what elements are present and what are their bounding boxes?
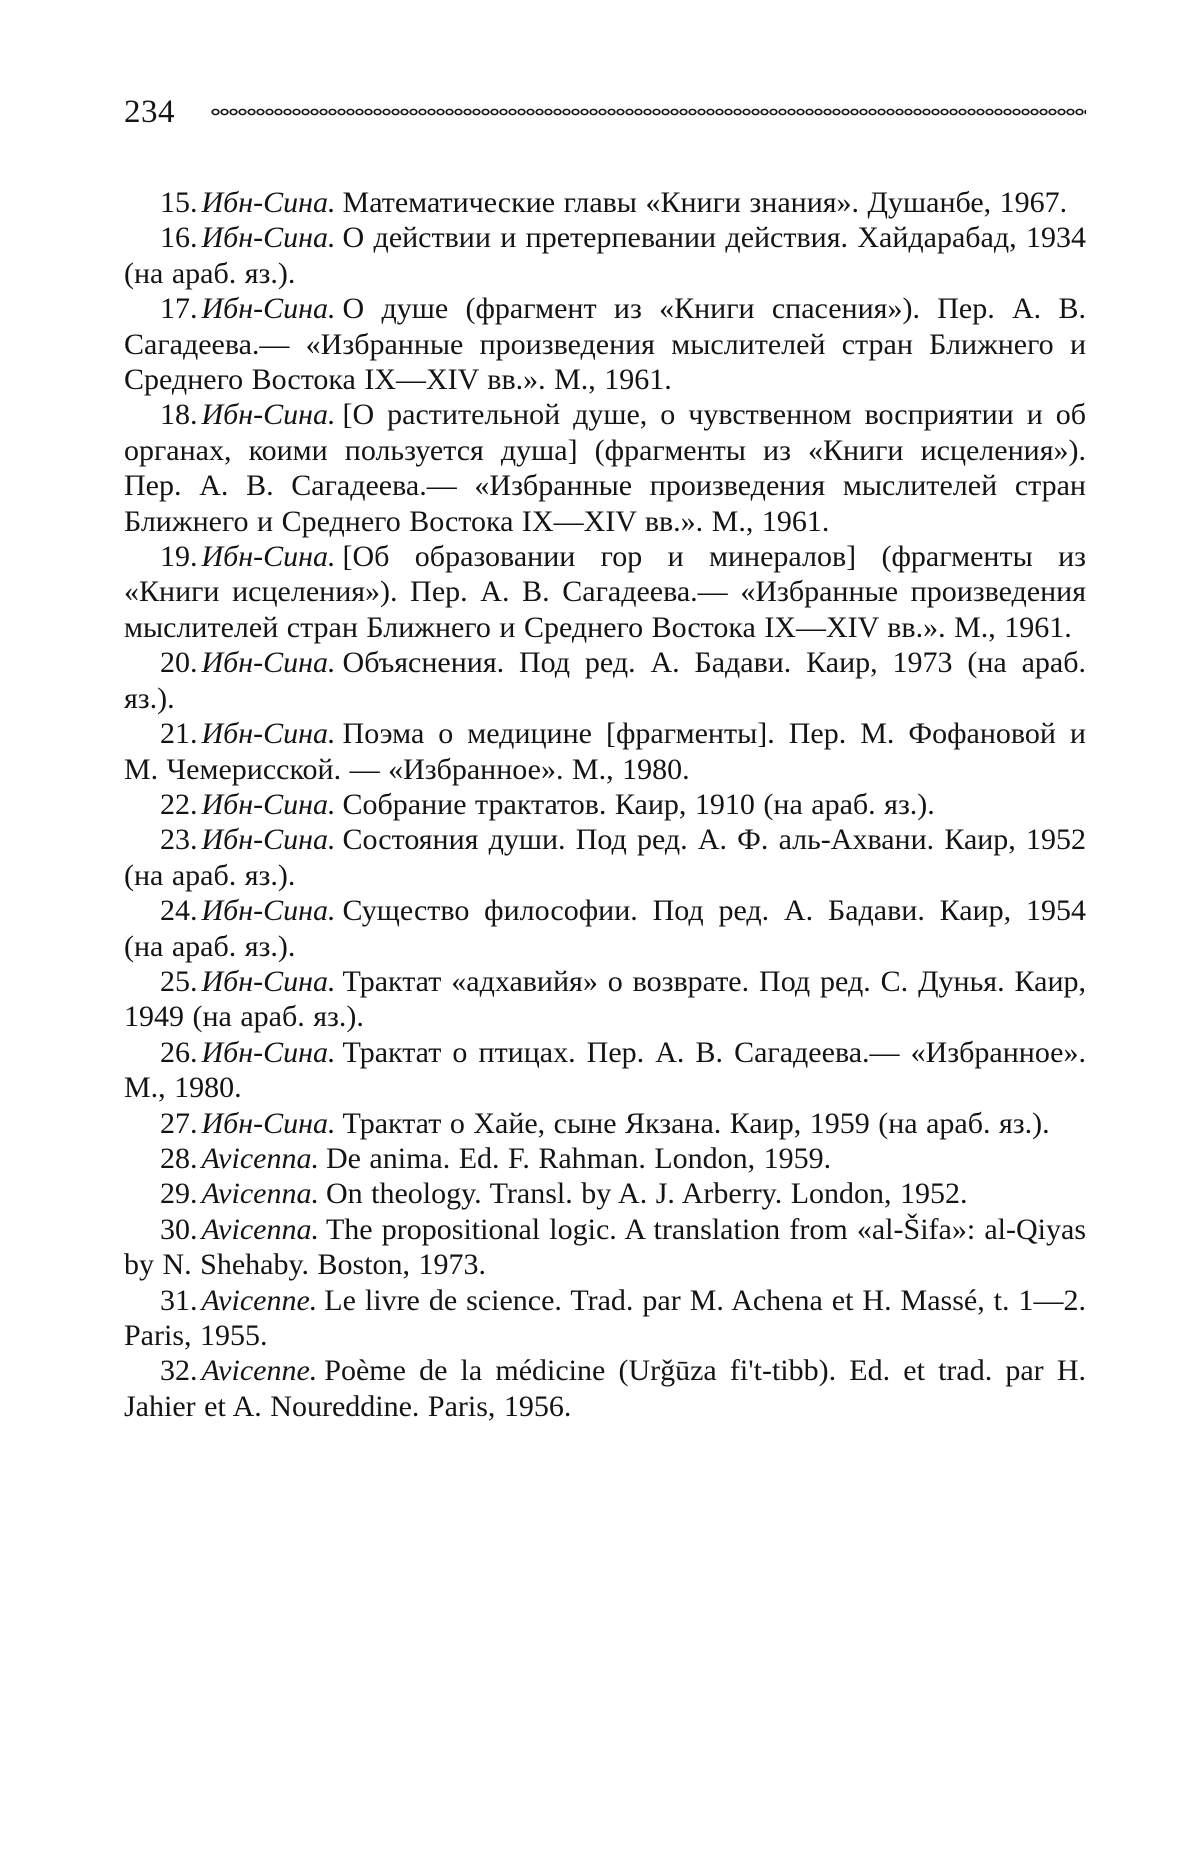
entry-text: Трактат «адхавийя» о возврате. Под ред. С. Дунья. Каир, 1949 (на араб. яз.). [124, 964, 1086, 1034]
entry-text: Поэма о медицине [фрагменты]. Пер. М. Фофановой и М. Чемерисской. — «Избранное». М., 1980. [124, 717, 1086, 786]
entry-text: Собрание трактатов. Каир, 1910 (на араб. яз.). [342, 787, 935, 821]
entry-number: 30. [160, 1212, 198, 1246]
entry-number: 29. [160, 1177, 198, 1211]
entry-text: О действии и претерпевании действия. Хайдарабад, 1934 (на араб. яз.). [124, 221, 1086, 290]
entry-number: 27. [160, 1106, 198, 1140]
bibliography-entry [124, 716, 1086, 787]
entry-number: 15. [160, 186, 198, 219]
bibliography-entry [124, 1035, 1086, 1106]
entry-text: О душе (фрагмент из «Книги спасения»). Пер. А. В. Сагадеева.— «Избранные произведения мыслителей стран Ближнего и Среднего Востока IX—XIV вв.». М., 1961. [124, 292, 1086, 397]
entry-number: 16. [160, 221, 198, 255]
entry-author: Ибн-Сина. [201, 540, 336, 574]
entry-text: The propositional logic. A translation from «al-Šifa»: al-Qiyas by N. Shehaby. Boston, 1973. [124, 1212, 1086, 1282]
entry-text: De anima. Ed. F. Rahman. London, 1959. [325, 1141, 832, 1175]
entry-text: On theology. Transl. by A. J. Arberry. London, 1952. [325, 1177, 968, 1211]
entry-author: Ибн-Сина. [201, 717, 336, 751]
entry-number: 17. [160, 292, 198, 326]
entry-text: Математические главы «Книги знания». Душанбе, 1967. [342, 186, 1068, 219]
entry-author: Ибн-Сина. [201, 398, 336, 432]
bibliography-entry [124, 220, 1086, 291]
page-header [124, 92, 1086, 132]
entry-text: Состояния души. Под ред. А. Ф. аль-Ахвани. Каир, 1952 (на араб. яз.). [124, 823, 1086, 892]
entry-author: Ибн-Сина. [201, 292, 336, 326]
bibliography-entry [124, 291, 1086, 397]
entry-author: Avicenne. [201, 1354, 318, 1388]
bibliography-entry [124, 1283, 1086, 1354]
entry-text: Трактат о Хайе, сыне Якзана. Каир, 1959 (на араб. яз.). [342, 1106, 1050, 1140]
entry-number: 20. [160, 646, 198, 680]
entry-author: Ибн-Сина. [201, 894, 336, 928]
bibliography-entry [124, 1212, 1086, 1283]
bibliography-entry [124, 645, 1086, 716]
entry-author: Avicenna. [201, 1141, 319, 1175]
entry-author: Ибн-Сина. [201, 964, 336, 998]
entry-number: 21. [160, 717, 198, 751]
entry-author: Ибн-Сина. [201, 823, 336, 857]
bibliography-entry [124, 893, 1086, 964]
entry-text: Объяснения. Под ред. А. Бадави. Каир, 1973 (на араб. яз.). [124, 646, 1086, 715]
bibliography-entry [124, 185, 1086, 220]
bibliography-entry [124, 1106, 1086, 1141]
bibliography-entry [124, 964, 1086, 1035]
entry-text: [Об образовании гор и минералов] (фрагменты из «Книги исцеления»). Пер. А. В. Сагадеева.— «Избранные произведения мыслителей стран Ближнего и Среднего Востока IX—XIV вв.». М., 1961. [124, 540, 1086, 644]
entry-number: 32. [160, 1354, 198, 1388]
entry-number: 25. [160, 964, 198, 998]
entry-text: Трактат о птицах. Пер. А. В. Сагадеева.— «Избранное». М., 1980. [124, 1035, 1086, 1105]
entry-author: Avicenne. [201, 1283, 318, 1317]
entry-author: Ибн-Сина. [201, 1106, 336, 1140]
entry-author: Ибн-Сина. [201, 186, 336, 219]
entry-text: [О растительной душе, о чувственном восприятии и об органах, коими пользуется душа] (фрагменты из «Книги исцеления»). Пер. А. В. Сагадеева.— «Избранные произведения мыслителей стран Ближнего и Среднего Востока IX—XIV вв.». М., 1961. [124, 398, 1086, 538]
entry-number: 31. [160, 1283, 198, 1317]
bibliography-entry [124, 822, 1086, 893]
entry-text: Le livre de science. Trad. par M. Achena et H. Massé, t. 1—2. Paris, 1955. [124, 1283, 1086, 1352]
entry-number: 24. [160, 894, 198, 928]
page-number: 234 [124, 94, 175, 130]
entry-author: Avicenna. [201, 1212, 319, 1246]
entry-number: 28. [160, 1141, 198, 1175]
bibliography-list [124, 185, 1086, 1424]
entry-number: 22. [160, 787, 198, 821]
entry-author: Ибн-Сина. [201, 787, 336, 821]
entry-author: Ибн-Сина. [201, 646, 336, 680]
bibliography-entry [124, 1353, 1086, 1424]
entry-number: 23. [160, 823, 198, 857]
bibliography-entry [124, 539, 1086, 645]
bibliography-entry [124, 397, 1086, 539]
entry-text: Poème de la médicine (Urǧūza fi't-tibb). Ed. et trad. par H. Jahier et A. Noureddine. Paris, 1956. [124, 1354, 1086, 1423]
ornamental-rule [211, 106, 1086, 118]
entry-number: 18. [160, 398, 198, 432]
entry-number: 26. [160, 1035, 198, 1069]
entry-author: Ибн-Сина. [201, 221, 336, 255]
entry-text: Существо философии. Под ред. А. Бадави. Каир, 1954 (на араб. яз.). [124, 894, 1086, 963]
entry-number: 19. [160, 540, 198, 574]
entry-author: Ибн-Сина. [201, 1035, 336, 1069]
bibliography-entry [124, 1176, 1086, 1211]
bibliography-entry [124, 1141, 1086, 1176]
entry-author: Avicenna. [201, 1177, 319, 1211]
bibliography-entry [124, 787, 1086, 822]
